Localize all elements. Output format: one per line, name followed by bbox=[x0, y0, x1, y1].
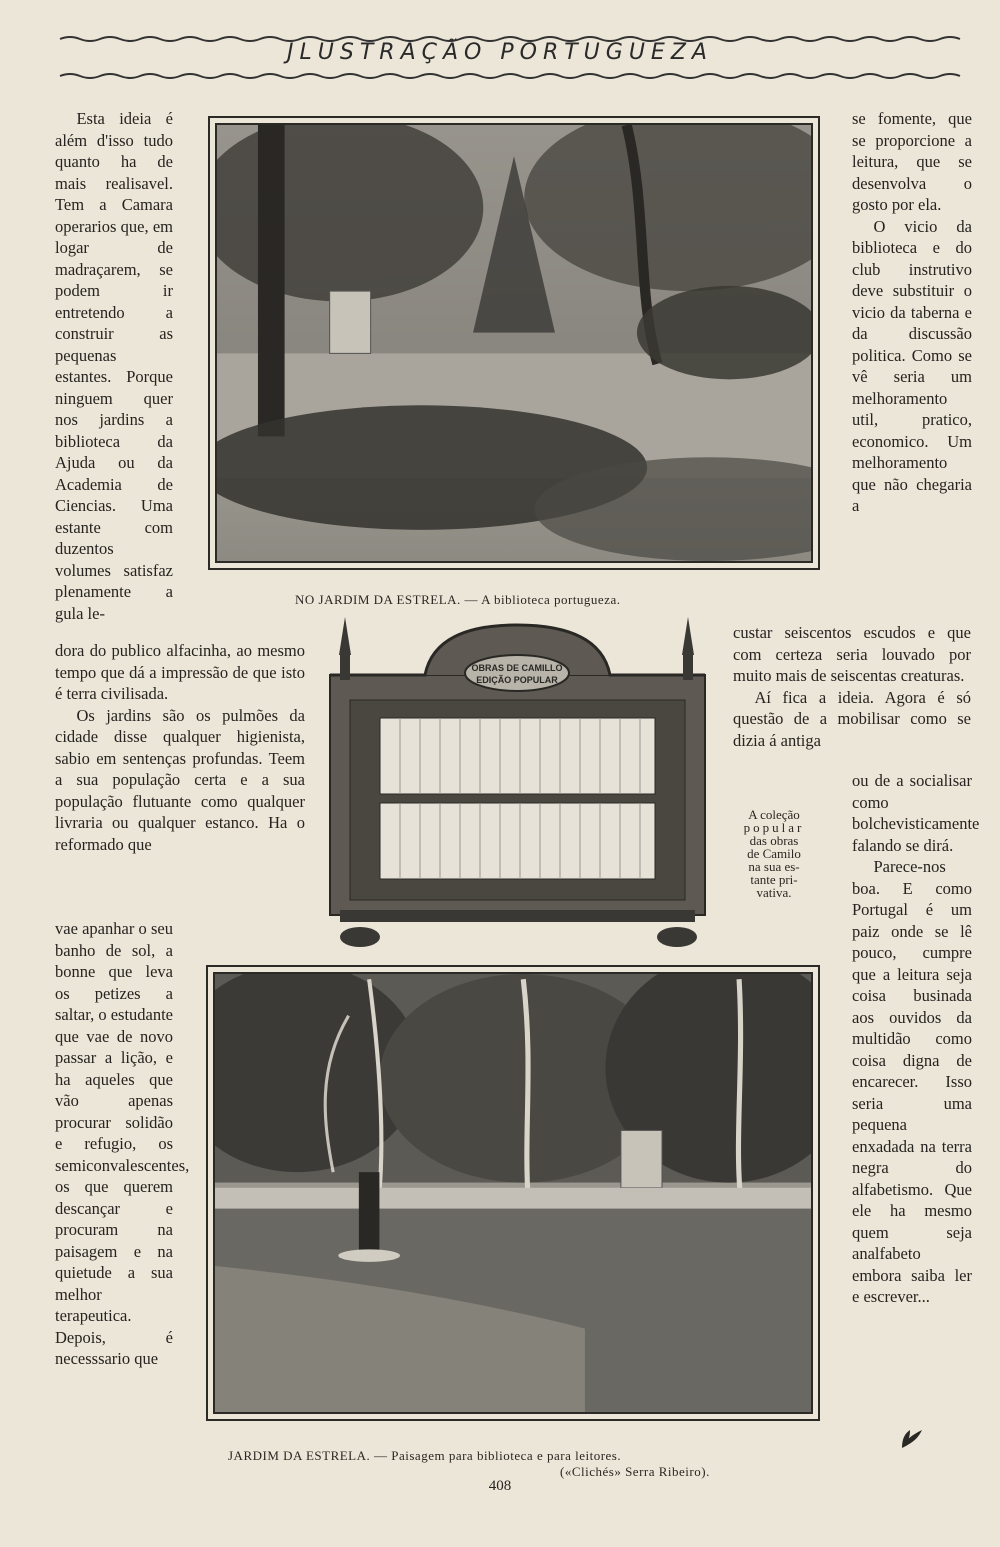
paragraph: O vicio da biblioteca e do club instrutivo deve substituir o vicio da taberna e da discussão politica. Como se vê seria um melhoramento util, pratico, economico. Um melhoramento que não chegaria a bbox=[852, 216, 972, 515]
left-column bbox=[55, 108, 173, 624]
paragraph: Os jardins são os pulmões da cidade disse qualquer higienista, sabio em sentenças profundas. Teem a sua população certa e a sua população flutuante como qualquer livraria ou qualquer estanco. Ha o reformado que bbox=[55, 705, 305, 854]
bottom-photo-credit: («Clichés» Serra Ribeiro). bbox=[560, 1464, 710, 1479]
caption-line: na sua es- bbox=[748, 859, 800, 874]
bookcase-plaque-text: EDIÇÃO POPULAR bbox=[476, 675, 558, 685]
caption-line: das obras bbox=[749, 833, 799, 848]
paragraph: Aí fica a ideia. Agora é só questão de a mobilisar como se dizia á antiga bbox=[733, 687, 971, 750]
caption-line: vativa. bbox=[756, 885, 792, 900]
paragraph: dora do publico alfacinha, ao mesmo tempo que dá a impressão de que isto é terra civilisada. bbox=[55, 641, 305, 703]
bookcase-plaque-text: OBRAS DE CAMILLO bbox=[471, 663, 563, 673]
bottom-photo bbox=[206, 965, 820, 1421]
left-column-lower bbox=[55, 918, 190, 1370]
middle-column bbox=[55, 640, 305, 855]
bookcase-illustration bbox=[325, 615, 710, 955]
garden-photo-image bbox=[217, 125, 811, 561]
caption-line: de Camilo bbox=[747, 846, 801, 861]
caption-line: tante pri- bbox=[750, 872, 798, 887]
bottom-photo-caption: JARDIM DA ESTRELA. — Paisagem para biblioteca e para leitores. bbox=[228, 1448, 622, 1463]
caption-line: A coleção bbox=[748, 807, 800, 822]
paragraph: Parece-nos boa. E como Portugal é um paiz onde se lê pouco, cumpre que a leitura seja coisa businada aos ouvidos da multidão como coisa digna de encarecer. Isso seria uma pequena enxadada na terra negra do alfabetismo. Que ele ha mesmo quem seja analfabeto embora saiba ler e escrever... bbox=[852, 857, 972, 1306]
paragraph: custar seiscentos escudos e que com certeza seria louvado por muito mais de seiscentas creaturas. bbox=[733, 623, 971, 685]
magazine-title: JLUSTRAÇÃO PORTUGUEZA bbox=[287, 40, 713, 65]
paragraph: vae apanhar o seu banho de sol, a bonne que leva os petizes a saltar, o estudante que vae de novo passar a lição, e ha aqueles que vão apenas procurar solidão e refugio, os semiconvalescentes, os que querem descançar e procuram na paisagem e na quietude a sua melhor terapeutica. Depois, é necesssario que bbox=[55, 919, 190, 1368]
right-wide-block bbox=[733, 622, 971, 751]
pond-photo-image bbox=[215, 974, 811, 1412]
page-number: 408 bbox=[488, 1478, 512, 1494]
paragraph: Esta ideia é além d'isso tudo quanto ha de mais realisavel. Tem a Camara operarios que, em logar de madraçarem, se podem ir entretendo a construir as pequenas estantes. Porque ninguem quer nos jardins a biblioteca da Ajuda ou da Academia de Ciencias. Uma estante com duzentos volumes satisfaz plenamente a gula le- bbox=[55, 109, 173, 623]
paragraph: se fomente, que se proporcione a leitura, que se desenvolva o gosto por ela. bbox=[852, 109, 972, 214]
right-column-lower bbox=[852, 770, 980, 1308]
right-column bbox=[852, 108, 972, 517]
leaf-ornament-icon bbox=[898, 1426, 926, 1450]
caption-line: popular bbox=[743, 820, 805, 835]
bookcase-caption bbox=[728, 808, 820, 899]
top-photo-caption: NO JARDIM DA ESTRELA. — A biblioteca portugueza. bbox=[295, 592, 621, 607]
paragraph: ou de a socialisar como bolchevisticamente falando se dirá. bbox=[852, 771, 980, 855]
top-photo bbox=[208, 116, 820, 570]
